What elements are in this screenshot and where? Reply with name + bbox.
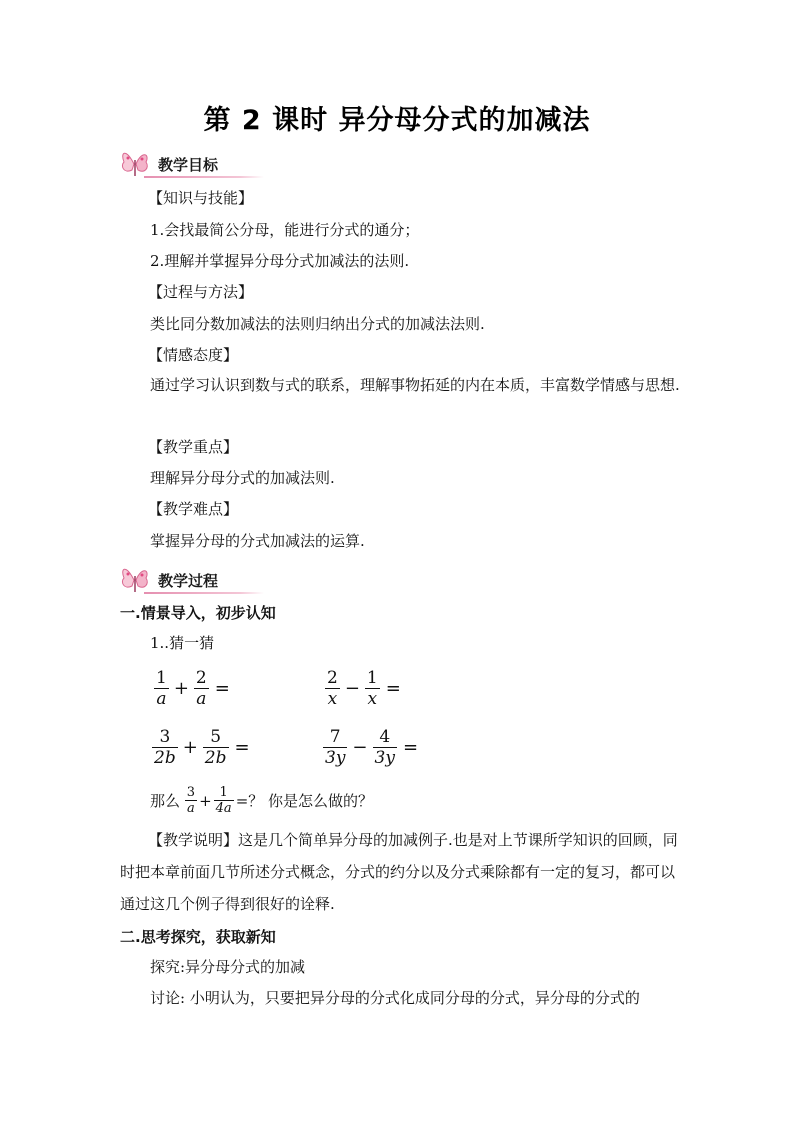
badge-label: 教学目标 [158,156,219,174]
denominator: a [196,689,207,709]
question-suffix: =？ 你是怎么做的？ [235,792,374,810]
key-text: 理解异分母分式的加减法则. [150,469,335,487]
fraction [152,727,178,768]
guess-label: 1..猜一猜 [150,634,215,652]
denominator: x [327,689,338,709]
fraction [323,727,347,768]
denominator: 3y [374,748,395,768]
numerator: 4 [379,727,391,747]
operator: + [173,678,189,699]
badge-underline [144,176,264,178]
denominator: a [156,689,167,709]
knowledge-item-2: 2.理解并掌握异分母分式加减法的法则. [150,252,410,270]
denominator: 2b [154,748,176,768]
numerator: 1 [156,668,167,688]
denominator: 2b [204,748,227,768]
equals-sign: = [402,737,419,758]
discuss-text: 讨论: 小明认为，只要把异分母的分式化成同分母的分式，异分母的分式的 [150,989,640,1007]
numerator: 1 [219,785,228,800]
knowledge-item-1: 1.会找最简公分母，能进行分式的通分； [150,221,420,239]
numerator: 3 [159,727,171,747]
explore-text: 探究:异分母分式的加减 [150,958,306,976]
difficult-heading: 【教学难点】 [148,500,239,518]
denominator: 4a [215,801,232,816]
fraction [154,668,169,709]
part2-heading: 二.思考探究，获取新知 [120,928,276,946]
numerator: 2 [195,668,207,688]
question-prefix: 那么 [150,792,181,810]
numerator: 7 [329,727,341,747]
fraction [203,727,229,768]
knowledge-heading: 【知识与技能】 [148,189,254,207]
fraction [325,668,340,709]
denominator: x [367,689,378,709]
expression-1 [154,668,230,709]
fraction [185,785,197,816]
numerator: 3 [186,785,196,800]
explain-text: 【教学说明】这是几个简单异分母的加减例子.也是对上节课所学知识的回顾，同时把本章前面几节所述分式概念，分式的约分以及分式乘除都有一定的复习，都可以通过这几个例子得到很好的诠释. [120,831,678,913]
method-heading: 【过程与方法】 [148,283,254,301]
badge-underline [144,592,264,594]
section-badge-process [118,562,268,598]
attitude-text: 通过学习认识到数与式的联系，理解事物拓延的内在本质，丰富数学情感与思想. [150,376,680,394]
method-text: 类比同分数加减法的法则归纳出分式的加减法法则. [150,315,485,333]
fraction [214,785,234,816]
operator: + [199,791,212,810]
section-badge-goals [118,146,268,182]
operator: − [344,678,360,699]
operator: − [352,737,368,758]
denominator: 3y [325,748,346,768]
expression-3 [152,727,250,768]
badge-label: 教学过程 [158,572,219,590]
equals-sign: = [234,737,250,758]
equals-sign: = [214,678,230,699]
difficult-text: 掌握异分母的分式加减法的运算. [150,532,365,550]
fraction [194,668,209,709]
numerator: 5 [210,727,222,747]
denominator: a [187,801,195,816]
expression-4 [323,727,418,768]
numerator: 1 [366,668,378,688]
fraction [373,727,397,768]
fraction [365,668,380,709]
equals-sign: = [385,678,401,699]
part1-heading: 一.情景导入，初步认知 [120,604,276,622]
question-line [150,785,373,816]
attitude-heading: 【情感态度】 [148,346,239,364]
expression-2 [325,668,401,709]
page-title: 第 2 课时 异分母分式的加减法 [203,105,591,136]
numerator: 2 [327,668,338,688]
key-heading: 【教学重点】 [148,438,239,456]
operator: + [182,737,198,758]
